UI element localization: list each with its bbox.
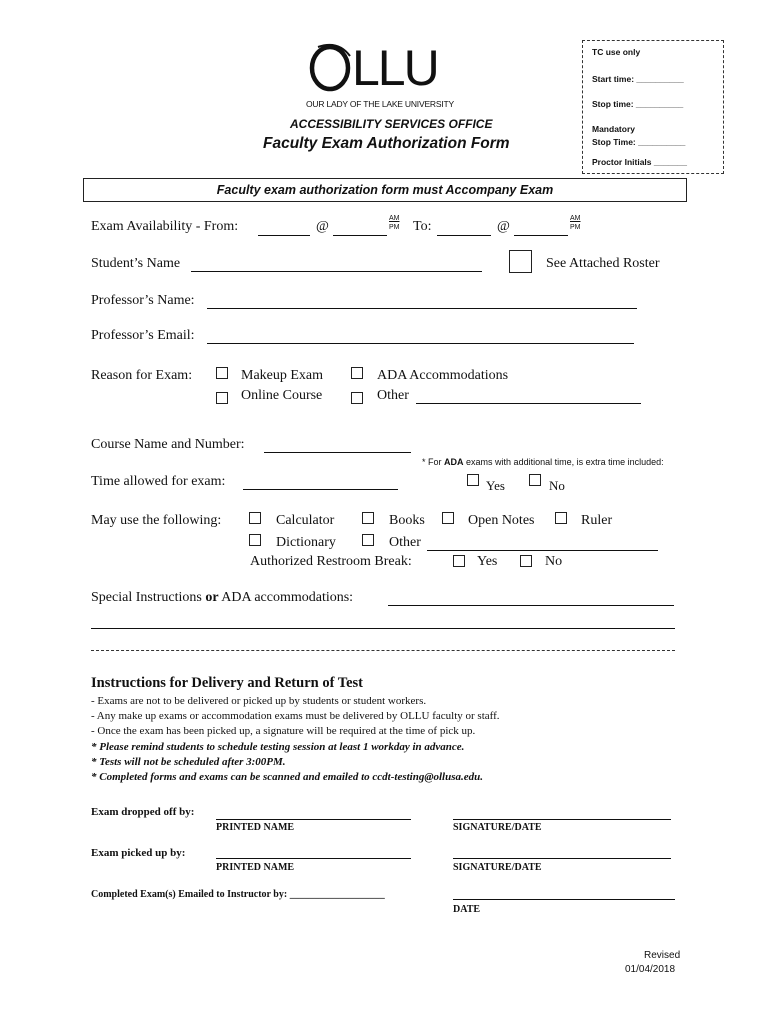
availability-at-1: @	[316, 219, 329, 234]
availability-to: To:	[413, 219, 432, 234]
ada-checkbox[interactable]	[351, 367, 363, 379]
may-use-other-checkbox[interactable]	[362, 534, 374, 546]
special-instructions-label	[91, 590, 353, 606]
makeup-checkbox[interactable]	[216, 367, 228, 379]
instructions-heading: Instructions for Delivery and Return of Test	[91, 675, 364, 691]
open-notes-label: Open Notes	[468, 513, 535, 528]
roster-label: See Attached Roster	[546, 256, 660, 271]
restroom-yes-label: Yes	[477, 554, 498, 569]
open-notes-checkbox[interactable]	[442, 512, 454, 524]
professor-name-label: Professor’s Name:	[91, 293, 195, 308]
office-name: ACCESSIBILITY SERVICES OFFICE	[290, 117, 493, 131]
instruction-bold-line: * Please remind students to schedule testing session at least 1 workday in advance.	[91, 740, 465, 753]
revised-label: Revised	[644, 950, 681, 961]
ada-note-bold: ADA	[444, 457, 464, 467]
calculator-checkbox[interactable]	[249, 512, 261, 524]
restroom-yes-checkbox[interactable]	[453, 555, 465, 567]
course-field[interactable]	[264, 452, 411, 453]
tc-use-only-box	[582, 40, 724, 174]
from-time-field[interactable]	[333, 235, 387, 236]
picked-up-label: Exam picked up by:	[91, 847, 186, 859]
page-title: Faculty Exam Authorization Form	[263, 135, 510, 152]
tc-mandatory: Mandatory	[592, 124, 635, 134]
reason-other-field[interactable]	[416, 403, 641, 404]
ollu-logo	[308, 42, 454, 94]
special-pre: Special Instructions	[91, 590, 202, 605]
instructions-list	[91, 694, 500, 785]
to-ampm[interactable]	[570, 214, 581, 232]
logo-letters: LLU	[352, 40, 438, 96]
reason-other-checkbox[interactable]	[351, 392, 363, 404]
revised-date: 01/04/2018	[625, 964, 676, 975]
picked-up-name-field[interactable]	[216, 858, 411, 859]
special-instructions-field-2[interactable]	[91, 628, 675, 629]
dropped-signature-date: SIGNATURE/DATE	[453, 822, 542, 833]
online-label: Online Course	[241, 388, 323, 403]
from-date-field[interactable]	[258, 235, 310, 236]
tc-stop-time[interactable]: Stop time: __________	[592, 99, 684, 109]
section-divider	[91, 650, 675, 651]
time-allowed-label: Time allowed for exam:	[91, 474, 226, 489]
student-name-label: Student’s Name	[91, 256, 181, 271]
dropped-printed-name: PRINTED NAME	[216, 822, 295, 833]
dropped-off-label: Exam dropped off by:	[91, 806, 195, 818]
calculator-label: Calculator	[276, 513, 335, 528]
special-or: or	[205, 590, 219, 605]
emailed-date-field[interactable]	[453, 899, 675, 900]
tc-title: TC use only	[592, 47, 641, 57]
professor-name-field[interactable]	[207, 308, 637, 309]
emailed-date-label: DATE	[453, 904, 481, 915]
reason-label: Reason for Exam:	[91, 368, 193, 383]
instruction-line: - Once the exam has been picked up, a signature will be required at the time of pick up.	[91, 725, 476, 738]
online-checkbox[interactable]	[216, 392, 228, 404]
am-label[interactable]: AM	[389, 215, 400, 222]
extra-time-yes-checkbox[interactable]	[467, 474, 479, 486]
pm-label[interactable]: PM	[389, 224, 400, 231]
may-use-other-label: Other	[389, 535, 421, 550]
picked-up-signature-field[interactable]	[453, 858, 671, 859]
pm-label[interactable]: PM	[570, 224, 581, 231]
banner-text: Faculty exam authorization form must Accompany Exam	[216, 183, 554, 197]
banner-box	[83, 178, 687, 202]
may-use-label: May use the following:	[91, 513, 222, 528]
professor-email-field[interactable]	[207, 343, 634, 344]
extra-time-yes-label: Yes	[486, 478, 505, 493]
from-ampm[interactable]	[389, 214, 400, 232]
ruler-label: Ruler	[581, 513, 613, 528]
makeup-label: Makeup Exam	[241, 368, 324, 383]
restroom-no-label: No	[545, 554, 563, 569]
tc-start-time[interactable]: Start time: __________	[592, 74, 684, 84]
instruction-line: - Exams are not to be delivered or picked up by students or student workers.	[91, 695, 427, 707]
to-date-field[interactable]	[437, 235, 491, 236]
books-checkbox[interactable]	[362, 512, 374, 524]
university-name: OUR LADY OF THE LAKE UNIVERSITY	[306, 99, 454, 109]
ada-label: ADA Accommodations	[377, 368, 509, 383]
instruction-bold-line: * Completed forms and exams can be scanned and emailed to ccdt-testing@ollusa.edu.	[91, 771, 484, 784]
emailed-label[interactable]: Completed Exam(s) Emailed to Instructor by: ___________________	[91, 889, 385, 900]
ruler-checkbox[interactable]	[555, 512, 567, 524]
restroom-no-checkbox[interactable]	[520, 555, 532, 567]
instruction-line: - Any make up exams or accommodation exams must be delivered by OLLU faculty or staff.	[91, 710, 500, 723]
ada-note-pre: * For	[422, 457, 442, 467]
dictionary-label: Dictionary	[276, 535, 336, 550]
reason-other-label: Other	[377, 388, 409, 403]
dropped-off-signature-field[interactable]	[453, 819, 671, 820]
to-time-field[interactable]	[514, 235, 568, 236]
special-instructions-field-1[interactable]	[388, 605, 674, 606]
course-label: Course Name and Number:	[91, 437, 245, 452]
may-use-other-field[interactable]	[427, 550, 658, 551]
extra-time-no-checkbox[interactable]	[529, 474, 541, 486]
restroom-label: Authorized Restroom Break:	[250, 554, 412, 569]
student-name-field[interactable]	[191, 271, 482, 272]
tc-mandatory-stop[interactable]: Stop Time: __________	[592, 137, 686, 147]
availability-label: Exam Availability - From:	[91, 219, 239, 234]
tc-proctor-initials[interactable]: Proctor Initials _______	[592, 157, 687, 167]
ada-note-post: exams with additional time, is extra time included:	[466, 457, 664, 467]
time-allowed-field[interactable]	[243, 489, 398, 490]
instruction-bold-line: * Tests will not be scheduled after 3:00PM.	[91, 755, 286, 768]
picked-signature-date: SIGNATURE/DATE	[453, 862, 542, 873]
am-label[interactable]: AM	[570, 215, 581, 222]
roster-checkbox[interactable]	[509, 250, 532, 273]
professor-email-label: Professor’s Email:	[91, 328, 195, 343]
picked-printed-name: PRINTED NAME	[216, 862, 295, 873]
availability-at-2: @	[497, 219, 510, 234]
dropped-off-name-field[interactable]	[216, 819, 411, 820]
books-label: Books	[389, 513, 425, 528]
extra-time-no-label: No	[549, 478, 565, 493]
ada-extra-time-note	[422, 457, 664, 467]
dictionary-checkbox[interactable]	[249, 534, 261, 546]
special-post: ADA accommodations:	[221, 590, 354, 605]
